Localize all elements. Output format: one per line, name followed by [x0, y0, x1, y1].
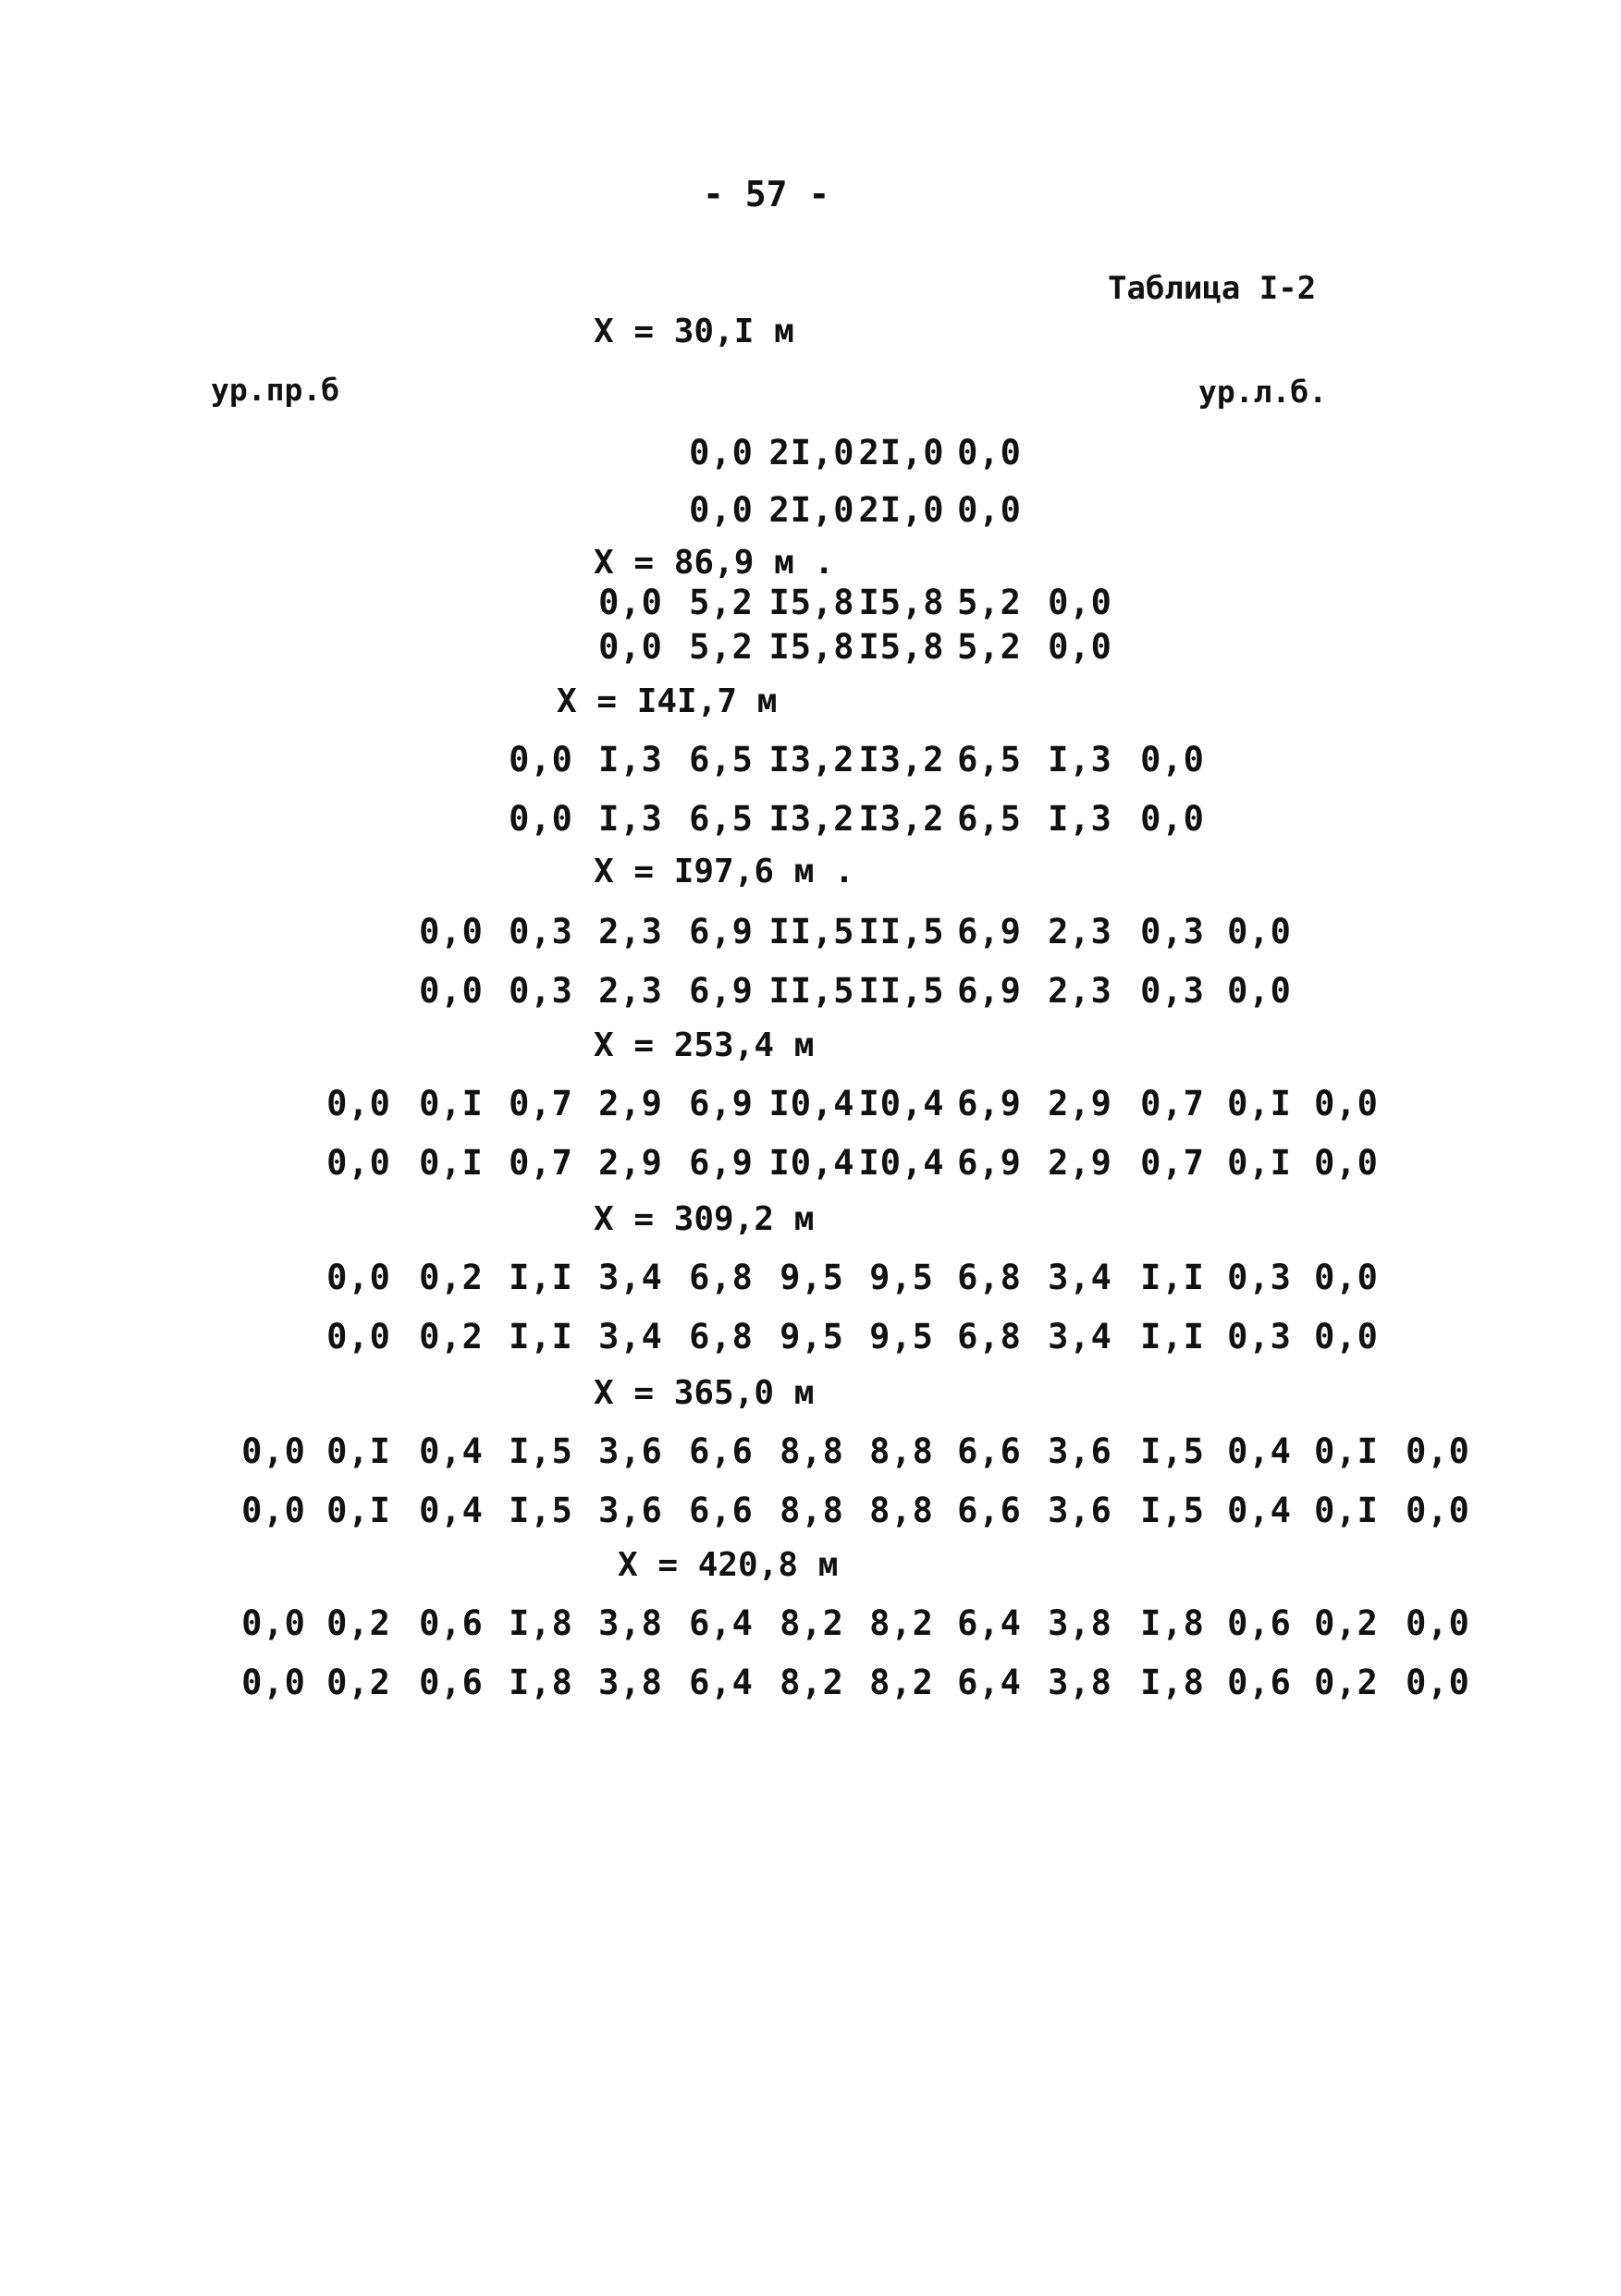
table-cell: 0,I	[326, 1431, 391, 1471]
table-cell: 9,5	[869, 1317, 934, 1357]
table-cell: 0,0	[326, 1317, 391, 1357]
table-cell: 3,6	[598, 1491, 663, 1530]
table-row	[0, 912, 1621, 952]
table-cell: 6,9	[957, 1084, 1022, 1123]
table-cell: 0,3	[1140, 971, 1205, 1011]
table-cell: 6,6	[689, 1491, 754, 1530]
table-cell: I3,2	[858, 740, 945, 780]
table-cell: 8,8	[869, 1491, 934, 1530]
table-cell: 9,5	[780, 1258, 844, 1297]
table-cell: I3,2	[768, 799, 855, 839]
table-cell: I,3	[1048, 740, 1112, 780]
table-cell: 6,8	[689, 1317, 754, 1357]
table-cell: I5,8	[768, 583, 855, 622]
table-cell: 0,3	[1227, 1317, 1292, 1357]
table-cell: 0,0	[419, 912, 484, 952]
table-cell: 6,5	[689, 740, 754, 780]
table-cell: 0,0	[509, 799, 573, 839]
table-cell: 0,4	[419, 1491, 484, 1530]
table-cell: 8,2	[869, 1663, 934, 1702]
table-cell: 0,0	[1140, 740, 1205, 780]
table-cell: I0,4	[858, 1084, 945, 1123]
table-cell: 0,0	[689, 433, 754, 473]
table-cell: 0,0	[957, 433, 1022, 473]
table-cell: 0,0	[1314, 1143, 1379, 1183]
table-cell: 2I,0	[768, 433, 855, 473]
table-cell: 0,3	[509, 912, 573, 952]
table-cell: 0,3	[509, 971, 573, 1011]
table-cell: 0,0	[957, 490, 1022, 530]
table-cell: 2I,0	[858, 433, 945, 473]
table-cell: I,8	[509, 1603, 573, 1643]
table-cell: 6,8	[689, 1258, 754, 1297]
table-row	[0, 740, 1621, 780]
table-cell: I,8	[1140, 1603, 1205, 1643]
table-cell: 8,8	[780, 1431, 844, 1471]
table-cell: 5,2	[957, 627, 1022, 667]
table-row	[0, 583, 1621, 623]
table-cell: 0,2	[326, 1663, 391, 1702]
table-cell: I3,2	[768, 740, 855, 780]
table-cell: I0,4	[858, 1143, 945, 1183]
table-row	[0, 1317, 1621, 1357]
table-cell: I5,8	[858, 627, 945, 667]
table-cell: 6,9	[689, 1143, 754, 1183]
table-cell: II,5	[858, 912, 945, 952]
table-cell: 6,6	[957, 1431, 1022, 1471]
table-row	[0, 971, 1621, 1012]
table-cell: 3,4	[1048, 1317, 1112, 1357]
table-cell: 3,8	[1048, 1663, 1112, 1702]
section-label: X = 86,9 м .	[594, 544, 835, 582]
table-cell: 0,0	[1314, 1258, 1379, 1297]
table-cell: 3,6	[1048, 1491, 1112, 1530]
table-cell: 0,6	[1227, 1663, 1292, 1702]
table-cell: 0,7	[1140, 1143, 1205, 1183]
table-cell: I,I	[1140, 1317, 1205, 1357]
table-cell: 6,8	[957, 1317, 1022, 1357]
table-cell: 0,4	[1227, 1491, 1292, 1530]
table-cell: 2,9	[598, 1084, 663, 1123]
table-cell: 0,I	[1314, 1491, 1379, 1530]
table-cell: 0,7	[509, 1143, 573, 1183]
table-cell: 2I,0	[768, 490, 855, 530]
section-label: X = 420,8 м	[618, 1546, 839, 1584]
table-cell: 0,2	[326, 1603, 391, 1643]
table-cell: 0,0	[1406, 1431, 1470, 1471]
table-cell: 2,3	[1048, 971, 1112, 1011]
table-cell: I,I	[509, 1258, 573, 1297]
table-cell: 0,0	[326, 1084, 391, 1123]
table-cell: 0,0	[1048, 627, 1112, 667]
section-label: X = 365,0 м	[594, 1374, 815, 1412]
table-row	[0, 1663, 1621, 1703]
table-cell: 0,0	[1406, 1603, 1470, 1643]
table-cell: 0,6	[419, 1663, 484, 1702]
table-cell: 0,2	[1314, 1663, 1379, 1702]
table-cell: 6,9	[957, 971, 1022, 1011]
table-cell: 9,5	[780, 1317, 844, 1357]
table-cell: I,I	[1140, 1258, 1205, 1297]
table-cell: 2,9	[1048, 1143, 1112, 1183]
table-cell: 5,2	[689, 627, 754, 667]
table-cell: 3,4	[1048, 1258, 1112, 1297]
table-cell: 0,I	[419, 1143, 484, 1183]
table-cell: 6,9	[689, 1084, 754, 1123]
table-row	[0, 1258, 1621, 1298]
table-cell: 0,4	[1227, 1431, 1292, 1471]
table-cell: 6,4	[689, 1663, 754, 1702]
table-cell: 6,5	[957, 740, 1022, 780]
table-row	[0, 1491, 1621, 1531]
table-cell: I,5	[1140, 1431, 1205, 1471]
table-row	[0, 433, 1621, 473]
table-cell: I0,4	[768, 1084, 855, 1123]
table-cell: 2,3	[598, 912, 663, 952]
table-cell: 0,7	[1140, 1084, 1205, 1123]
table-row	[0, 627, 1621, 668]
table-cell: 0,3	[1140, 912, 1205, 952]
table-cell: I,3	[1048, 799, 1112, 839]
section-label: X = I97,6 м .	[594, 853, 854, 890]
table-cell: 0,2	[419, 1258, 484, 1297]
table-cell: 3,8	[1048, 1603, 1112, 1643]
section-label: X = 309,2 м	[594, 1200, 815, 1238]
table-cell: 0,0	[1227, 912, 1292, 952]
table-cell: 0,0	[509, 740, 573, 780]
table-cell: I,3	[598, 740, 663, 780]
table-cell: 0,0	[1048, 583, 1112, 622]
table-cell: 6,8	[957, 1258, 1022, 1297]
table-cell: 0,0	[1227, 971, 1292, 1011]
table-cell: 3,4	[598, 1317, 663, 1357]
table-cell: 0,I	[1227, 1084, 1292, 1123]
right-bank-label: ур.л.б.	[1198, 374, 1328, 410]
table-cell: 0,0	[326, 1258, 391, 1297]
table-cell: 6,6	[957, 1491, 1022, 1530]
table-cell: 0,0	[241, 1431, 306, 1471]
table-cell: 0,0	[419, 971, 484, 1011]
table-cell: 3,6	[598, 1431, 663, 1471]
table-cell: 6,4	[689, 1603, 754, 1643]
table-cell: 0,4	[419, 1431, 484, 1471]
table-cell: I,8	[1140, 1663, 1205, 1702]
table-cell: 8,2	[780, 1603, 844, 1643]
table-cell: 6,5	[689, 799, 754, 839]
table-cell: 2,9	[1048, 1084, 1112, 1123]
table-cell: 0,0	[598, 627, 663, 667]
table-cell: 0,2	[419, 1317, 484, 1357]
table-cell: I,5	[509, 1491, 573, 1530]
table-cell: 3,8	[598, 1663, 663, 1702]
table-cell: 0,0	[1314, 1317, 1379, 1357]
table-cell: I0,4	[768, 1143, 855, 1183]
table-cell: 8,2	[780, 1663, 844, 1702]
table-cell: 3,8	[598, 1603, 663, 1643]
table-cell: 0,0	[1140, 799, 1205, 839]
table-cell: 5,2	[957, 583, 1022, 622]
table-row	[0, 799, 1621, 840]
table-row	[0, 1143, 1621, 1184]
table-cell: 0,0	[241, 1491, 306, 1530]
page-number: - 57 -	[703, 174, 830, 215]
table-cell: 9,5	[869, 1258, 934, 1297]
table-cell: 8,8	[869, 1431, 934, 1471]
section-label: X = 30,I м	[594, 313, 794, 350]
table-row	[0, 1084, 1621, 1124]
table-cell: 5,2	[689, 583, 754, 622]
table-cell: I5,8	[768, 627, 855, 667]
table-cell: 0,I	[419, 1084, 484, 1123]
left-bank-label: ур.пр.б	[211, 372, 340, 408]
table-cell: 2,3	[598, 971, 663, 1011]
table-cell: 0,0	[326, 1143, 391, 1183]
table-cell: 0,3	[1227, 1258, 1292, 1297]
table-cell: I,5	[509, 1431, 573, 1471]
table-cell: 6,4	[957, 1663, 1022, 1702]
table-cell: 0,I	[1314, 1431, 1379, 1471]
table-cell: II,5	[768, 971, 855, 1011]
table-cell: 2,9	[598, 1143, 663, 1183]
table-cell: 0,6	[419, 1603, 484, 1643]
table-cell: 0,I	[326, 1491, 391, 1530]
table-cell: 6,9	[689, 912, 754, 952]
table-cell: 0,0	[1406, 1491, 1470, 1530]
table-cell: 0,0	[1314, 1084, 1379, 1123]
table-cell: 0,0	[598, 583, 663, 622]
table-cell: 0,0	[241, 1663, 306, 1702]
table-cell: I,8	[509, 1663, 573, 1702]
table-row	[0, 490, 1621, 531]
table-cell: 0,7	[509, 1084, 573, 1123]
table-cell: 0,0	[241, 1603, 306, 1643]
table-cell: I,I	[509, 1317, 573, 1357]
table-cell: II,5	[858, 971, 945, 1011]
table-cell: 6,4	[957, 1603, 1022, 1643]
table-title: Таблица I-2	[1108, 270, 1317, 307]
table-cell: 6,9	[957, 912, 1022, 952]
table-cell: 3,6	[1048, 1431, 1112, 1471]
table-cell: 6,9	[957, 1143, 1022, 1183]
table-cell: I5,8	[858, 583, 945, 622]
table-cell: 2I,0	[858, 490, 945, 530]
table-cell: 6,9	[689, 971, 754, 1011]
table-cell: 0,2	[1314, 1603, 1379, 1643]
table-cell: 6,5	[957, 799, 1022, 839]
table-cell: 0,I	[1227, 1143, 1292, 1183]
table-cell: 2,3	[1048, 912, 1112, 952]
table-cell: 6,6	[689, 1431, 754, 1471]
table-cell: 3,4	[598, 1258, 663, 1297]
table-row	[0, 1603, 1621, 1644]
section-label: X = 253,4 м	[594, 1026, 815, 1064]
table-cell: I,5	[1140, 1491, 1205, 1530]
section-label: X = I4I,7 м	[557, 682, 778, 720]
table-cell: I,3	[598, 799, 663, 839]
table-cell: 0,6	[1227, 1603, 1292, 1643]
table-cell: 0,0	[689, 490, 754, 530]
table-row	[0, 1431, 1621, 1472]
table-cell: I3,2	[858, 799, 945, 839]
table-cell: 8,2	[869, 1603, 934, 1643]
table-cell: II,5	[768, 912, 855, 952]
table-cell: 0,0	[1406, 1663, 1470, 1702]
table-cell: 8,8	[780, 1491, 844, 1530]
